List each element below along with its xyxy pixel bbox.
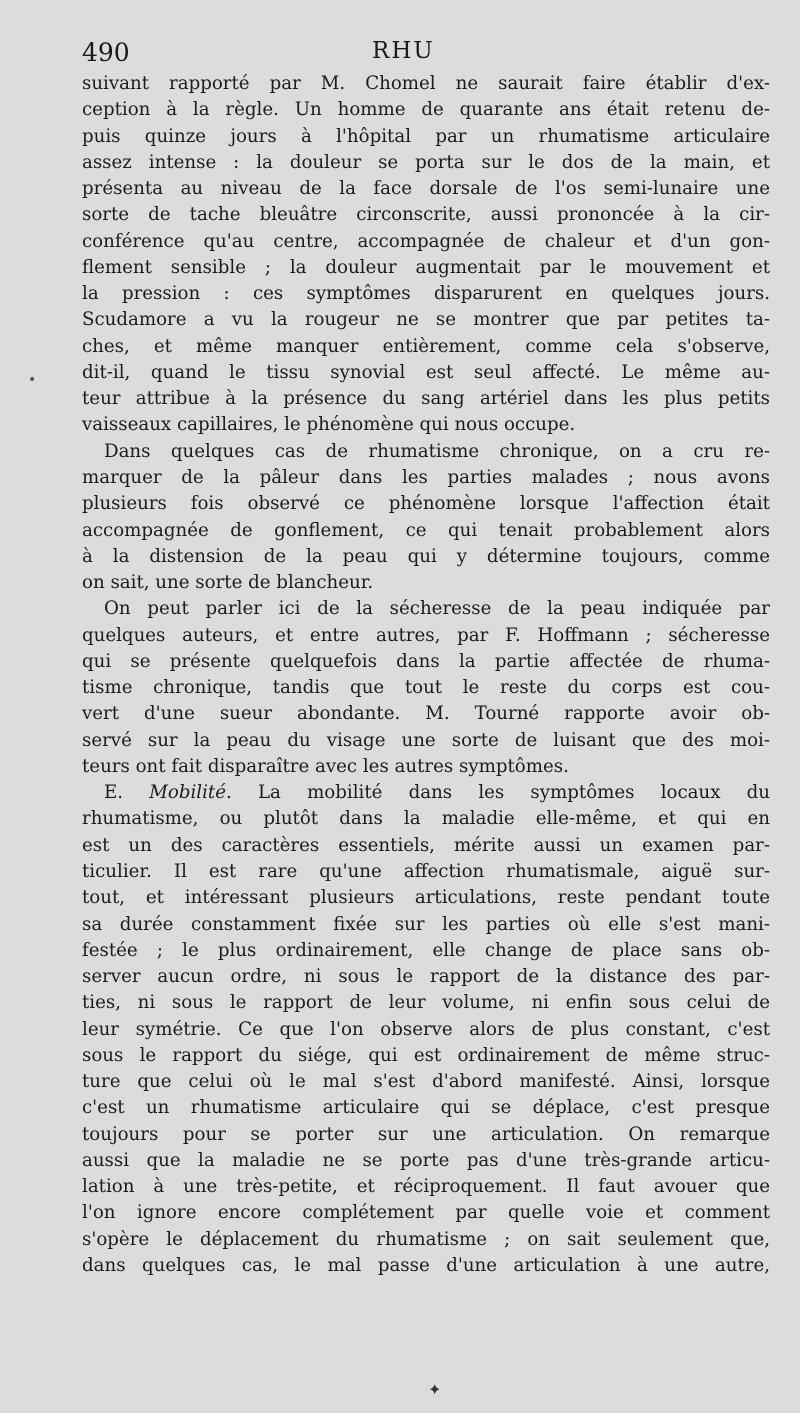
text-line: dans quelques cas, le mal passe d'une articulation à une autre, [82, 1254, 770, 1276]
text-line: lation à une très-petite, et réciproquement. Il faut avouer que [82, 1176, 770, 1198]
text-line: sorte de tache bleuâtre circonscrite, aussi prononcée à la cir- [82, 204, 770, 226]
paragraph-1 [82, 71, 770, 439]
text-line: présenta au niveau de la face dorsale de l'os semi-lunaire une [82, 178, 770, 200]
text-line: Scudamore a vu la rougeur ne se montrer que par petites ta- [82, 309, 770, 331]
text-line: ticulier. Il est rare qu'une affection rhumatismale, aiguë sur- [82, 860, 770, 882]
page-header [82, 38, 772, 72]
text-line: s'opère le déplacement du rhumatisme ; on sait seulement que, [82, 1228, 770, 1250]
text-line: quelques auteurs, et entre autres, par F. Hoffmann ; sécheresse [82, 624, 770, 646]
section-label: E. [104, 782, 150, 804]
text-line: Dans quelques cas de rhumatisme chronique, on a cru re- [104, 440, 770, 462]
text-line: servé sur la peau du visage une sorte de luisant que des moi- [82, 729, 770, 751]
margin-dot-mark: • [28, 372, 37, 388]
text-line: ception à la règle. Un homme de quarante ans était retenu de- [82, 99, 770, 121]
page-number: 490 [82, 38, 130, 67]
text-line: marquer de la pâleur dans les parties malades ; nous avons [82, 466, 770, 488]
running-head: RHU [372, 38, 435, 64]
text-line: leur symétrie. Ce que l'on observe alors de plus constant, c'est [82, 1018, 770, 1040]
section-lead-text: La mobilité dans les symptômes locaux du [231, 782, 771, 804]
text-line: dit-il, quand le tissu synovial est seul affecté. Le même au- [82, 361, 770, 383]
text-line: flement sensible ; la douleur augmentait par le mouvement et [82, 256, 770, 278]
text-line: la pression : ces symptômes disparurent en quelques jours. [82, 283, 770, 305]
text-line: puis quinze jours à l'hôpital par un rhumatisme articulaire [82, 125, 770, 147]
text-line: teur attribue à la présence du sang artériel dans les plus petits [82, 388, 770, 410]
text-line: aussi que la maladie ne se porte pas d'une très-grande articu- [82, 1149, 770, 1171]
text-line: On peut parler ici de la sécheresse de la peau indiquée par [104, 598, 770, 620]
paragraph-4 [82, 780, 770, 1279]
text-line: ture que celui où le mal s'est d'abord manifesté. Ainsi, lorsque [82, 1071, 770, 1093]
text-line: vaisseaux capillaires, le phénomène qui nous occupe. [82, 414, 576, 436]
text-line: on sait, une sorte de blancheur. [82, 572, 374, 594]
text-line: toujours pour se porter sur une articulation. On remarque [82, 1123, 770, 1145]
text-line: suivant rapporté par M. Chomel ne saurait faire établir d'ex- [82, 73, 770, 94]
text-line: à la distension de la peau qui y détermine toujours, comme [82, 545, 770, 567]
text-line: l'on ignore encore complétement par quelle voie et comment [82, 1202, 770, 1224]
text-line: teurs ont fait disparaître avec les autres symptômes. [82, 755, 569, 777]
paragraph-3 [82, 596, 770, 780]
text-line: rhumatisme, ou plutôt dans la maladie elle-même, et qui en [82, 808, 770, 830]
text-line: ties, ni sous le rapport de leur volume, ni enfin sous celui de [82, 992, 770, 1014]
text-line: sous le rapport du siége, qui est ordinairement de même struc- [82, 1044, 770, 1066]
text-line: c'est un rhumatisme articulaire qui se déplace, c'est presque [82, 1097, 770, 1119]
text-line: est un des caractères essentiels, mérite aussi un examen par- [82, 834, 770, 856]
text-line: sa durée constamment fixée sur les parties où elle s'est mani- [82, 913, 770, 935]
text-line: festée ; le plus ordinairement, elle change de place sans ob- [82, 939, 770, 961]
text-line: vert d'une sueur abondante. M. Tourné rapporte avoir ob- [82, 703, 770, 725]
text-line: tisme chronique, tandis que tout le reste du corps est cou- [82, 677, 770, 699]
paragraph-2 [82, 439, 770, 597]
section-title: Mobilité. [149, 782, 232, 804]
text-line: assez intense : la douleur se porta sur le dos de la main, et [82, 151, 770, 173]
text-line: qui se présente quelquefois dans la partie affectée de rhuma- [82, 650, 770, 672]
text-line: conférence qu'au centre, accompagnée de chaleur et d'un gon- [82, 230, 770, 252]
text-line: tout, et intéressant plusieurs articulations, reste pendant toute [82, 887, 770, 909]
page-ornament: ✦ [428, 1380, 442, 1399]
section-heading-line [82, 780, 770, 806]
body-text [82, 71, 770, 1279]
text-line: accompagnée de gonflement, ce qui tenait probablement alors [82, 519, 770, 541]
text-line: ches, et même manquer entièrement, comme cela s'observe, [82, 335, 770, 357]
text-line: server aucun ordre, ni sous le rapport de la distance des par- [82, 966, 770, 988]
text-line: plusieurs fois observé ce phénomène lorsque l'affection était [82, 493, 770, 515]
